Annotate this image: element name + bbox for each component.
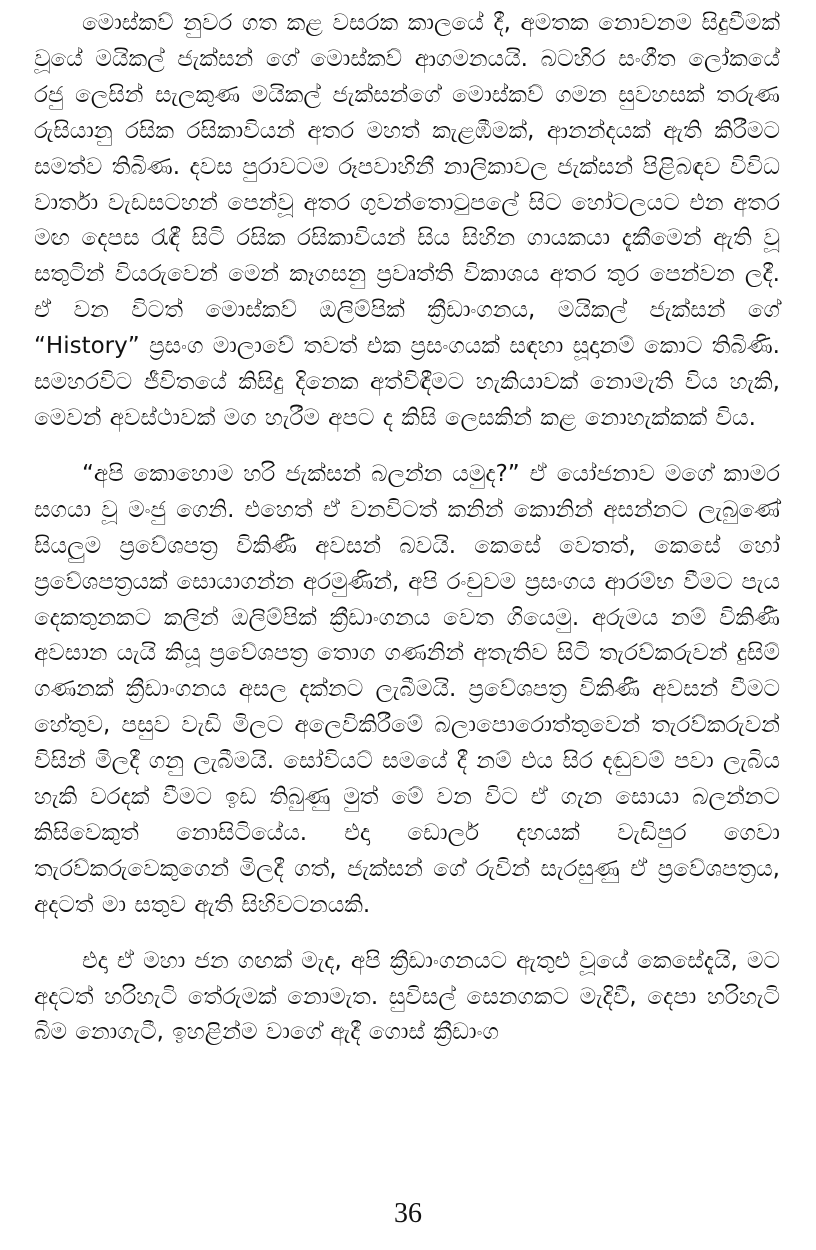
page-body	[34, 6, 780, 1156]
paragraph-1: මොස්කව් නුවර ගත කළ වසරක කාලයේ දී, අමතක නොවනම සිදුවීමක් වූයේ මයිකල් ජැක්සන් ගේ මොස්කව් ආගමනයයි. බටහිර සංගීත ලෝකයේ රජු ලෙසින් සැලකුණ මයිකල් ජැක්සන්ගේ මොස්කව් ගමන සුවහසක් තරුණ රුසියානු රසික රසිකාවියන් අතර මහත් කැළඹීමක්, ආනන්දයක් ඇති කිරීමට සමත්ව තිබිණ. දවස පුරාවටම රූපවාහිනී නාලිකාවල ජැක්සන් පිළිබඳව විවිධ වාර්තා වැඩසටහන් පෙන්වූ අතර ගුවන්තොටුපලේ සිට හෝටලයට එන අතර මඟ දෙපස රැඳී සිටි රසික රසිකාවියන් සිය සිහින ගායකයා දැකීමෙන් ඇති වූ සතුටින් වියරුවෙන් මෙන් කෑගසනු ප්‍රවෘත්ති විකාශය අතර තුර පෙන්වන ලදී. ඒ වන විටත් මොස්කව් ඔලිම්පික් ක්‍රීඩාංගනය, මයිකල් ජැක්සන් ගේ “History” ප්‍රසංග මාලාවේ තවත් එක ප්‍රසංගයක් සඳහා සූදානම් කොට තිබිණි. සමහරවිට ජීවිතයේ කිසිදු දිනෙක අත්විඳීමට හැකියාවක් නොමැති විය හැකි, මෙවන් අවස්ථාවක් මග හැරීම අපට ද කිසි ලෙසකින් කළ නොහැක්කක් විය.	[34, 10, 780, 431]
page-number: 36	[394, 1198, 422, 1229]
paragraph-3: එදා ඒ මහා ජන ගඟක් මැද, අපි ක්‍රීඩාංගනයට ඇතුළු වූයේ කෙසේදැයි, මට අදටත් හරිහැටි තේරුමක් නොමැත. සුවිසල් සෙනගකට මැදිවී, දෙපා හරිහැටි බිම නොගැටී, ඉහළින්ම වාගේ ඇදී ගොස් ක්‍රීඩාංග	[34, 947, 780, 1046]
paragraph-2: “අපි කොහොම හරි ජැක්සන් බලන්න යමුද?” ඒ යෝජනාව මගේ කාමර සගයා වූ මංජු ගෙනි. එහෙත් ඒ වනවිටත් කනින් කොනින් අසන්නට ලැබුණේ සියලුම ප්‍රවේශපත්‍ර විකිණී අවසන් බවයි. කෙසේ වෙතත්, කෙසේ හෝ ප්‍රවේශපත්‍රයක් සොයාගන්න අරමුණින්, අපි රංචුවම ප්‍රසංගය ආරම්භ වීමට පැය දෙකතුනකට කලින් ඔලිම්පික් ක්‍රීඩාංගනය වෙත ගියෙමු. අරුමය නම් විකිණී අවසාන යැයි කියූ ප්‍රවේශපත්‍ර තොග ගණනින් අතැතිව සිටි තැරව්කරුවන් දුසිම් ගණනක් ක්‍රීඩාංගනය අසල දක්නට ලැබීමයි. ප්‍රවේශපත්‍ර විකිණී අවසන් වීමට හේතුව, පසුව වැඩි මිලට අලෙවිකිරීමේ බලාපොරොත්තුවෙන් තැරව්කරුවන් විසින් මිලදී ගනු ලැබීමයි. සෝවියට් සමයේ දී නම් එය සිර දඬුවම් පවා ලැබිය හැකි වරදක් වීමට ඉඩ තිබුණු මුත් මේ වන විට ඒ ගැන සොයා බලන්නට කිසිවෙකුත් නොසිටියේය. එදා ඩොලර් දහයක් වැඩිපුර ගෙවා තැරව්කරුවෙකුගෙන් මිලදී ගත්, ජැක්සන් ගේ රුවින් සැරසුණු ඒ ප්‍රවේශපත්‍රය, අදටත් මා සතුව ඇති සිහිවටනයකි.	[34, 460, 780, 918]
